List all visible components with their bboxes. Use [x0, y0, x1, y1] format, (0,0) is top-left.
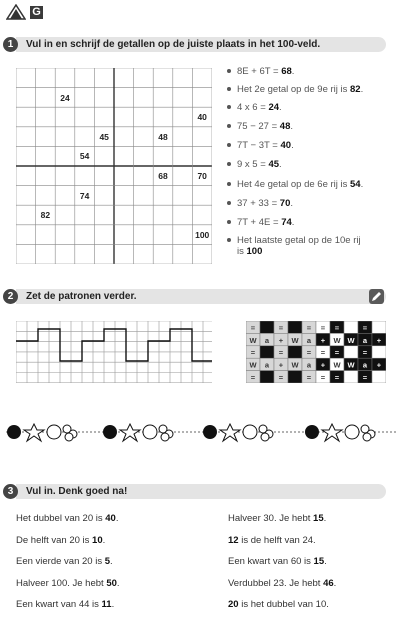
equation-end: . — [290, 121, 294, 132]
letter-pattern-grid — [246, 321, 386, 383]
level-badge: G — [30, 6, 43, 19]
fill-in-text: Halveer 100. Je hebt — [16, 577, 107, 589]
pattern-symbol: = — [306, 373, 312, 382]
equation-item — [227, 179, 397, 190]
pattern-symbol: = — [362, 373, 368, 382]
equation-text: 7T − 3T = — [237, 140, 281, 151]
pattern-symbol: = — [278, 348, 284, 358]
equation-end: . — [291, 140, 294, 151]
filled-circle-shape — [305, 425, 319, 439]
equation-text: Het 2e getal op de 9e rij is — [237, 84, 351, 95]
fill-in-end: . — [111, 599, 115, 610]
fill-in-item — [16, 599, 114, 610]
filled-circle-shape — [103, 425, 117, 439]
fill-in-answer: 5 — [104, 556, 111, 567]
bullet-icon — [227, 143, 231, 147]
fill-in-answer: 40 — [105, 513, 116, 524]
star-shape — [322, 424, 342, 441]
fill-in-text: Verdubbel 23. Je hebt — [228, 577, 324, 589]
flower-shape — [261, 433, 269, 441]
pattern-symbol: W — [333, 360, 341, 370]
filled-circle-shape — [203, 425, 217, 439]
pattern-symbol: W — [347, 335, 355, 345]
bullet-icon — [227, 162, 231, 166]
pattern-symbol: W — [291, 360, 299, 370]
equation-answer: 70 — [279, 198, 291, 209]
pattern-symbol: = — [278, 323, 284, 333]
equation-text: 75 − 27 = — [237, 121, 280, 132]
pattern-symbol: a — [362, 335, 368, 345]
pattern-cell — [372, 321, 386, 333]
fill-in-end: . — [116, 577, 120, 589]
pattern-cell — [288, 371, 302, 383]
star-shape — [24, 424, 44, 441]
equation-text: 9 x 5 = — [237, 159, 269, 170]
circle-shape — [243, 425, 257, 439]
equation-end: . — [291, 217, 295, 228]
fill-in-answer: 11 — [101, 599, 112, 610]
equation-text: Het 4e getal op de 6e rij is — [237, 179, 351, 190]
shape-pattern-row — [6, 418, 396, 446]
equation-end: . — [360, 84, 364, 95]
grid-number: 74 — [79, 190, 90, 201]
pattern-symbol: = — [362, 348, 368, 358]
fill-in-end: . — [324, 556, 327, 567]
method-logo-icon — [6, 4, 26, 20]
fill-in-end: . — [333, 577, 337, 589]
fill-in-end: . — [323, 513, 327, 524]
grid-number: 48 — [158, 131, 168, 142]
star-shape — [120, 424, 140, 441]
section-number: 3 — [3, 484, 18, 499]
pattern-symbol: W — [249, 360, 257, 370]
circle-shape — [143, 425, 157, 439]
grid-number: 100 — [195, 229, 210, 240]
circle-shape — [345, 425, 359, 439]
pattern-symbol: a — [306, 360, 312, 370]
equation-end: . — [279, 102, 282, 113]
hundred-grid — [16, 68, 212, 264]
fill-in-answer: 50 — [106, 577, 117, 589]
fill-in-end: . — [115, 513, 119, 524]
equation-answer: 45 — [268, 159, 280, 170]
fill-in-item — [16, 556, 113, 567]
fill-in-item — [228, 556, 327, 567]
fill-in-item — [16, 578, 120, 589]
fill-in-text: De helft van 20 is — [16, 534, 93, 546]
star-shape — [220, 424, 240, 441]
pattern-symbol: W — [347, 360, 355, 370]
section-title: Zet de patronen verder. — [26, 291, 137, 302]
pencil-icon — [369, 289, 384, 304]
section-3-header — [0, 484, 402, 499]
pattern-symbol: W — [333, 335, 341, 345]
pattern-cell — [344, 346, 358, 358]
line-pattern-grid — [16, 321, 212, 383]
pattern-cell — [288, 321, 302, 333]
pattern-symbol: = — [250, 323, 256, 333]
grid-number: 40 — [197, 112, 207, 123]
equation-text: is — [237, 246, 247, 257]
circle-shape — [47, 425, 61, 439]
pattern-cell — [260, 371, 274, 383]
pattern-symbol: + — [376, 360, 382, 370]
bullet-icon — [227, 220, 231, 224]
pattern-symbol: a — [306, 335, 312, 345]
pattern-symbol: = — [250, 373, 256, 382]
fill-in-text: Het dubbel van 20 is — [16, 513, 106, 524]
pattern-symbol: + — [320, 360, 326, 370]
equation-end: . — [279, 159, 282, 170]
equation-item — [227, 102, 397, 113]
equation-text: Het laatste getal op de 10e rij — [237, 235, 361, 246]
equation-answer: 100 — [246, 246, 263, 257]
pattern-symbol: = — [306, 323, 312, 333]
equation-answer: 40 — [280, 140, 292, 151]
fill-in-text: Een kwart van 60 is — [228, 556, 314, 567]
pattern-symbol: + — [376, 335, 382, 345]
pattern-cell — [372, 371, 386, 383]
pattern-symbol: + — [320, 335, 326, 345]
fill-in-answer: 15 — [313, 556, 325, 567]
fill-in-item — [228, 599, 329, 610]
pattern-symbol: a — [264, 360, 270, 370]
fill-in-text: is de helft van 24. — [238, 534, 316, 546]
pattern-symbol: W — [291, 335, 299, 345]
equation-item — [237, 246, 402, 257]
pattern-cell — [372, 346, 386, 358]
flower-shape — [363, 433, 371, 441]
grid-number: 70 — [197, 171, 207, 181]
grid-number: 82 — [40, 210, 51, 221]
bullet-icon — [227, 201, 231, 205]
equation-answer: 82 — [350, 84, 361, 95]
pattern-symbol: = — [320, 323, 326, 333]
fill-in-end: . — [102, 534, 106, 546]
equation-end: . — [290, 198, 294, 209]
flower-shape — [161, 433, 169, 441]
fill-in-text: Een kwart van 44 is — [16, 599, 102, 610]
section-1-header — [0, 37, 402, 52]
equation-item — [227, 217, 397, 228]
bullet-icon — [227, 87, 231, 91]
fill-in-item — [16, 535, 105, 546]
pattern-cell — [260, 321, 274, 333]
grid-number: 45 — [99, 131, 109, 142]
pattern-symbol: = — [320, 348, 326, 358]
grid-number: 68 — [158, 171, 168, 181]
filled-circle-shape — [7, 425, 21, 439]
bullet-icon — [227, 69, 231, 73]
fill-in-item — [228, 535, 316, 546]
pattern-symbol: = — [362, 323, 368, 333]
bullet-icon — [227, 105, 231, 109]
fill-in-item — [228, 513, 326, 524]
equation-answer: 68 — [281, 66, 292, 77]
pattern-symbol: = — [320, 373, 326, 382]
repeating-line-pattern — [16, 329, 212, 361]
equation-text: 7T + 4E = — [237, 217, 282, 228]
equation-item — [227, 159, 397, 170]
section-title: Vul in en schrijf de getallen op de juiste plaats in het 100-veld. — [26, 39, 321, 50]
section-title: Vul in. Denk goed na! — [26, 486, 128, 497]
flower-shape — [65, 433, 73, 441]
bullet-icon — [227, 182, 231, 186]
equation-item — [227, 121, 397, 132]
pattern-symbol: = — [306, 348, 312, 358]
fill-in-end: . — [110, 556, 113, 567]
pattern-cell — [288, 346, 302, 358]
pattern-symbol: = — [278, 373, 284, 382]
pattern-symbol: = — [334, 373, 340, 382]
equation-end: . — [360, 179, 364, 190]
equation-text: 8E + 6T = — [237, 66, 282, 77]
fill-in-answer: 10 — [92, 534, 103, 546]
fill-in-answer: 20 — [228, 599, 239, 610]
bullet-icon — [227, 124, 231, 128]
equation-item — [227, 140, 397, 151]
pattern-symbol: = — [250, 348, 256, 358]
pattern-cell — [344, 321, 358, 333]
fill-in-answer: 46 — [323, 577, 334, 589]
pattern-symbol: W — [249, 335, 257, 345]
pattern-symbol: + — [278, 360, 284, 370]
equation-answer: 54 — [350, 179, 361, 190]
equation-item — [227, 66, 397, 77]
pattern-symbol: = — [334, 323, 340, 333]
equation-text: 4 x 6 = — [237, 102, 269, 113]
equation-answer: 24 — [268, 102, 280, 113]
pattern-cell — [260, 346, 274, 358]
pattern-symbol: a — [264, 335, 270, 345]
hundred-grid-lines — [16, 68, 212, 264]
fill-in-item — [16, 513, 118, 524]
section-number: 1 — [3, 37, 18, 52]
fill-in-item — [228, 578, 336, 589]
fill-in-text: is het dubbel van 10. — [238, 599, 329, 610]
equation-answer: 74 — [281, 217, 292, 228]
equation-answer: 48 — [279, 121, 291, 132]
pattern-symbol: a — [362, 360, 368, 370]
fill-in-answer: 12 — [228, 534, 239, 546]
equation-item — [227, 84, 397, 95]
equation-item — [227, 198, 397, 209]
grid-number: 54 — [79, 151, 90, 162]
fill-in-text: Halveer 30. Je hebt — [228, 513, 314, 524]
equation-item — [227, 235, 397, 246]
pattern-symbol: = — [334, 348, 340, 358]
section-2-header — [0, 289, 402, 304]
grid-number: 24 — [60, 92, 70, 103]
equation-text: 37 + 33 = — [237, 198, 280, 209]
pattern-cell — [344, 371, 358, 383]
fill-in-text: Een vierde van 20 is — [16, 556, 105, 567]
bullet-icon — [227, 238, 231, 242]
equation-end: . — [291, 66, 295, 77]
fill-in-answer: 15 — [313, 513, 324, 524]
section-number: 2 — [3, 289, 18, 304]
pattern-symbol: + — [278, 335, 284, 345]
